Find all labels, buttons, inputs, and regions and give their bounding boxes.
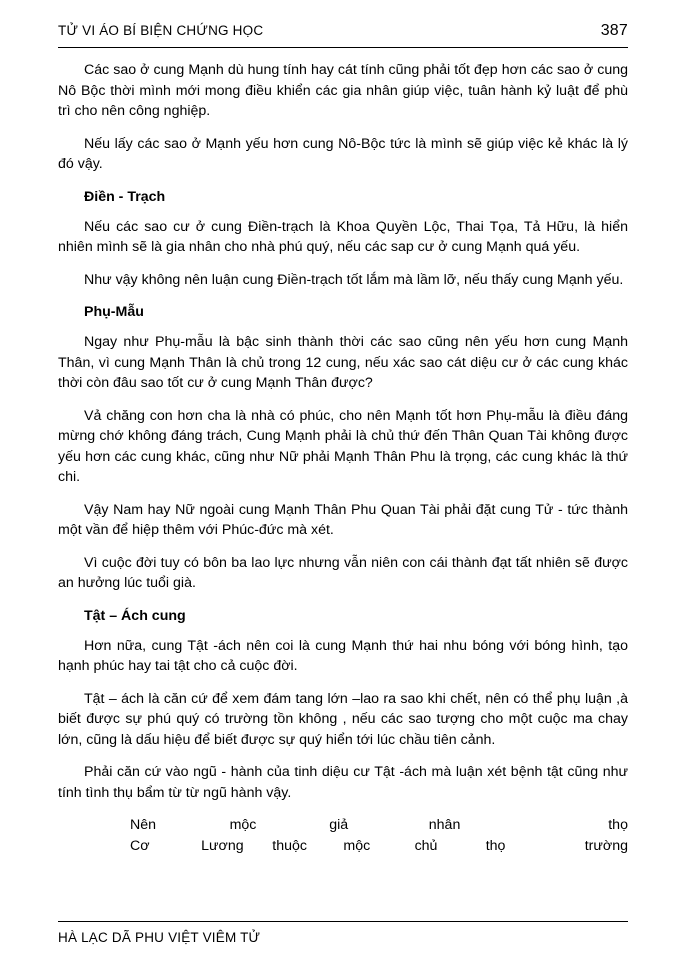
verse-table	[58, 815, 628, 857]
paragraph: Nếu các sao cư ở cung Điền-trạch là Khoa Quyền Lộc, Thai Tọa, Tả Hữu, là hiển nhiên mình sẽ là gia nhân cho nhà phú quý, nếu các sap cư ở cung Mạnh quá yếu.	[58, 218, 628, 255]
table-cell: giả	[329, 817, 349, 833]
table-cell: thọ	[608, 817, 628, 833]
table-cell: Nên	[130, 817, 157, 833]
table-row	[130, 836, 628, 857]
paragraph: Vì cuộc đời tuy có bôn ba lao lực nhưng vẫn niên con cái thành đạt tất nhiên sẽ được an hưởng lúc tuổi già.	[58, 554, 628, 591]
table-cell: Lương	[201, 838, 244, 854]
table-cell: thọ	[485, 838, 506, 854]
table-cell: mộc	[229, 817, 257, 833]
paragraph: Vậy Nam hay Nữ ngoài cung Mạnh Thân Phu Quan Tài phải đặt cung Tử - tức thành một vần để hiệp thêm với Phúc-đức mà xét.	[58, 501, 628, 538]
paragraph: Vả chăng con hơn cha là nhà có phúc, cho nên Mạnh tốt hơn Phụ-mẫu là điều đáng mừng chớ không đáng trách, Cung Mạnh phải là chủ thứ đến Thân Quan Tài không được yếu hơn các cung khác, cũng như Nữ phải Mạnh Thân Phu là trọng, các cung khác là thứ chi.	[58, 407, 628, 485]
header-title: TỬ VI ÁO BÍ BIỆN CHỨNG HỌC	[58, 23, 264, 38]
paragraph: Hơn nữa, cung Tật -ách nên coi là cung Mạnh thứ hai nhu bóng với bóng hình, tạo hạnh phúc hay tai tật cho cả cuộc đời.	[58, 637, 628, 674]
page-header	[58, 22, 628, 48]
table-cell: mộc	[343, 838, 371, 854]
page-content	[58, 48, 628, 857]
paragraph: Ngay như Phụ-mẫu là bậc sinh thành thời các sao cũng nên yếu hơn cung Mạnh Thân, vì cung Mạnh Thân là chủ trong 12 cung, nếu xác sao cát diệu cư ở các cung khác thời còn đâu sao tốt cư ở cung Mạnh Thân được?	[58, 334, 628, 391]
paragraph: Tật – ách là căn cứ để xem đám tang lớn –lao ra sao khi chết, nên có thể phụ luận ,à biết được sự phú quý có trường tồn không , nếu các sao tượng cho một cuộc ma chay lớn, cũng là dấu hiệu để biết được sự quý hiển tới lúc chầu tiên cảnh.	[58, 690, 628, 748]
table-cell: Cơ	[130, 838, 150, 854]
paragraph: Phải căn cứ vào ngũ - hành của tinh diệu cư Tật -ách mà luận xét bệnh tật cũng như tính tình thụ bẩm từ từ ngũ hành vậy.	[58, 764, 628, 801]
table-cell: trường	[584, 838, 628, 854]
section-heading-tat-ach-cung: Tật – Ách cung	[84, 607, 186, 624]
paragraph: Như vậy không nên luận cung Điền-trạch tốt lắm mà lầm lỡ, nếu thấy cung Mạnh yếu.	[84, 271, 624, 288]
header-page-number: 387	[600, 22, 628, 39]
paragraph: Nếu lấy các sao ở Mạnh yếu hơn cung Nô-Bộc tức là mình sẽ giúp việc kẻ khác là lý đó vậy.	[58, 135, 628, 172]
footer-text: HÀ LẠC DÃ PHU VIỆT VIÊM TỬ	[58, 930, 261, 945]
page-footer	[58, 921, 628, 945]
section-heading-phu-mau: Phụ-Mẫu	[84, 304, 144, 320]
table-row	[130, 815, 628, 836]
table-cell: nhân	[428, 817, 461, 833]
table-cell: thuộc	[272, 838, 307, 854]
table-cell: chủ	[414, 838, 438, 854]
paragraph: Các sao ở cung Mạnh dù hung tính hay cát tính cũng phải tốt đẹp hơn các sao ở cung Nô Bộc thời mình mới mong điều khiển các gia nhân giúp việc, tuân hành kỷ luật để phù trì cho nên công nghiệp.	[58, 62, 628, 119]
section-heading-dien-trach: Điền - Trạch	[84, 188, 166, 205]
